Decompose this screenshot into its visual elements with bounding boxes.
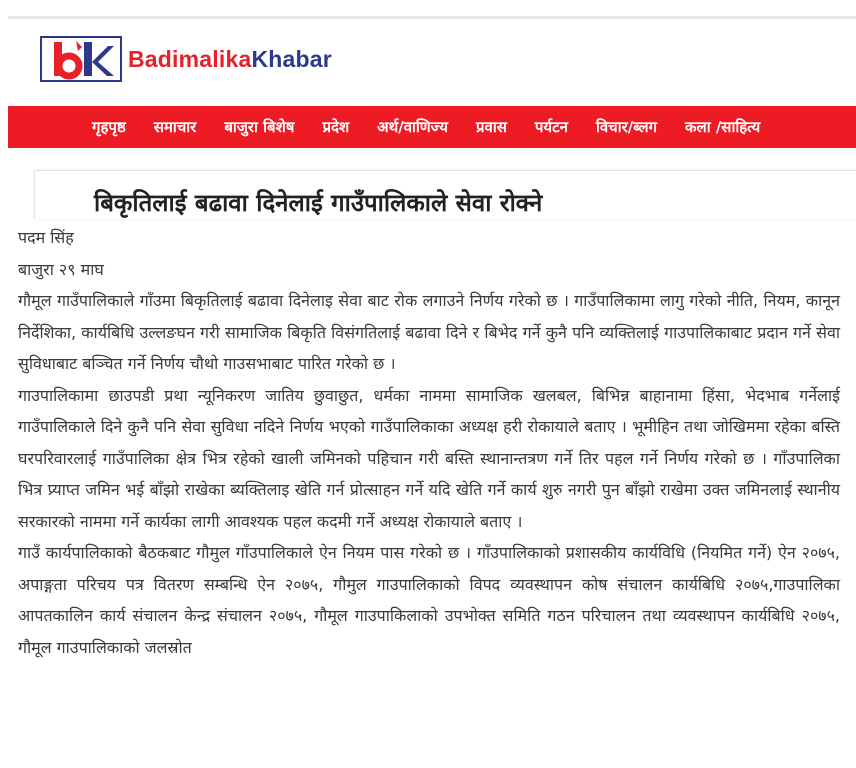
nav-item-5[interactable]: अर्थ/वाणिज्य <box>377 118 448 136</box>
article-title: बिकृतिलाई बढावा दिनेलाई गाउँपालिकाले सेवा रोक्ने <box>94 189 543 217</box>
logo-mark-icon <box>40 36 122 82</box>
nav-item-1[interactable]: गृहपृष्ठ <box>92 118 126 136</box>
nav-item-7[interactable]: पर्यटन <box>534 118 568 136</box>
site-logo[interactable] <box>40 36 332 82</box>
logo-wordmark <box>128 46 332 73</box>
article-dateline: बाजुरा २९ माघ <box>18 259 104 279</box>
nav-item-2[interactable]: समाचार <box>153 118 197 136</box>
nav-item-9[interactable]: कला /साहित्य <box>685 118 761 136</box>
article-paragraph-2: गाउपालिकामा छाउपडी प्रथा न्यूनिकरण जातिय छुवाछुत, धर्मका नाममा सामाजिक खलबल, बिभिन्न बाहानामा हिंसा, भेदभाब गर्नेलाई गाउँपालिकाले दिने कुनै पनि सेवा सुविधा नदिने निर्णय भएको गाउँपालिकाका अध्यक्ष हरी रोकायाले बताए । भूमीहिन तथा जोखिममा रहेका बस्ति घरपरिवारलाई गाउँपालिका क्षेत्र भित्र रहेको खाली जमिनको पहिचान गरी बस्ति स्थानान्तत्रण गर्ने तिर पहल गर्ने निर्णय गरेको छ । गाँउपालिका भित्र प्र्याप्त जमिन भई बाँझो राखेका ब्यक्तिलाइ खेति गर्न प्रोत्साहन गर्ने यदि खेति गर्ने कार्य शुरु नगरी पुन बाँझो राखेमा उक्त जमिनलाई स्थानीय सरकारको नाममा गर्ने कार्यका लागी आवश्यक पहल कदमी गर्ने अध्यक्ष रोकायाले बताए । <box>18 385 840 531</box>
article-content <box>18 222 840 663</box>
logo-word-badimalika: Badimalika <box>128 45 252 72</box>
nav-item-8[interactable]: विचार/ब्लग <box>595 118 658 136</box>
article-author: पदम सिंह <box>18 228 74 247</box>
main-nav <box>8 106 856 148</box>
logo-word-khabar: Khabar <box>251 45 332 72</box>
nav-item-6[interactable]: प्रवास <box>475 118 507 136</box>
nav-item-4[interactable]: प्रदेश <box>322 118 350 136</box>
article-paragraph-1: गौमूल गाउँपालिकाले गाँउमा बिकृतिलाई बढावा दिनेलाइ सेवा बाट रोक लगाउने निर्णय गरेको छ । गाउँपालिकामा लागु गरेको नीति, नियम, कानून निर्देशिका, कार्यबिधि उल्लङघन गरी सामाजिक बिकृति विसंगतिलाई बढावा दिने र बिभेद गर्ने कुनै पनि व्यक्तिलाई गाउपालिकाबाट प्रदान गर्ने सेवा सुविधाबाट बञ्चित गर्ने निर्णय चौथो गाउसभाबाट पारित गरेको छ । <box>18 291 840 373</box>
nav-item-3[interactable]: बाजुरा बिशेष <box>224 118 295 136</box>
article-paragraph-3: गाउँ कार्यपालिकाको बैठकबाट गौमुल गाँउपालिकाले ऐन नियम पास गरेको छ । गाँउपालिकाको प्रशासकीय कार्यविधि (नियमित गर्ने) ऐन २०७५, अपाङ्गता परिचय पत्र वितरण सम्बन्धि ऐन २०७५, गौमुल गाउपालिकाको विपद व्यवस्थापन कोष संचालन कार्यबिधि २०७५,गाउपालिका आपतकालिन कार्य संचालन केन्द्र संचालन २०७५, गौमूल गाउपाकिलाको उपभोक्त समिति गठन परिचालन तथा व्यवस्थापन कार्यबिधि २०७५, गौमूल गाउपालिकाको जलस्रोत <box>18 543 840 657</box>
top-divider <box>8 16 856 19</box>
nav-list <box>8 106 856 148</box>
